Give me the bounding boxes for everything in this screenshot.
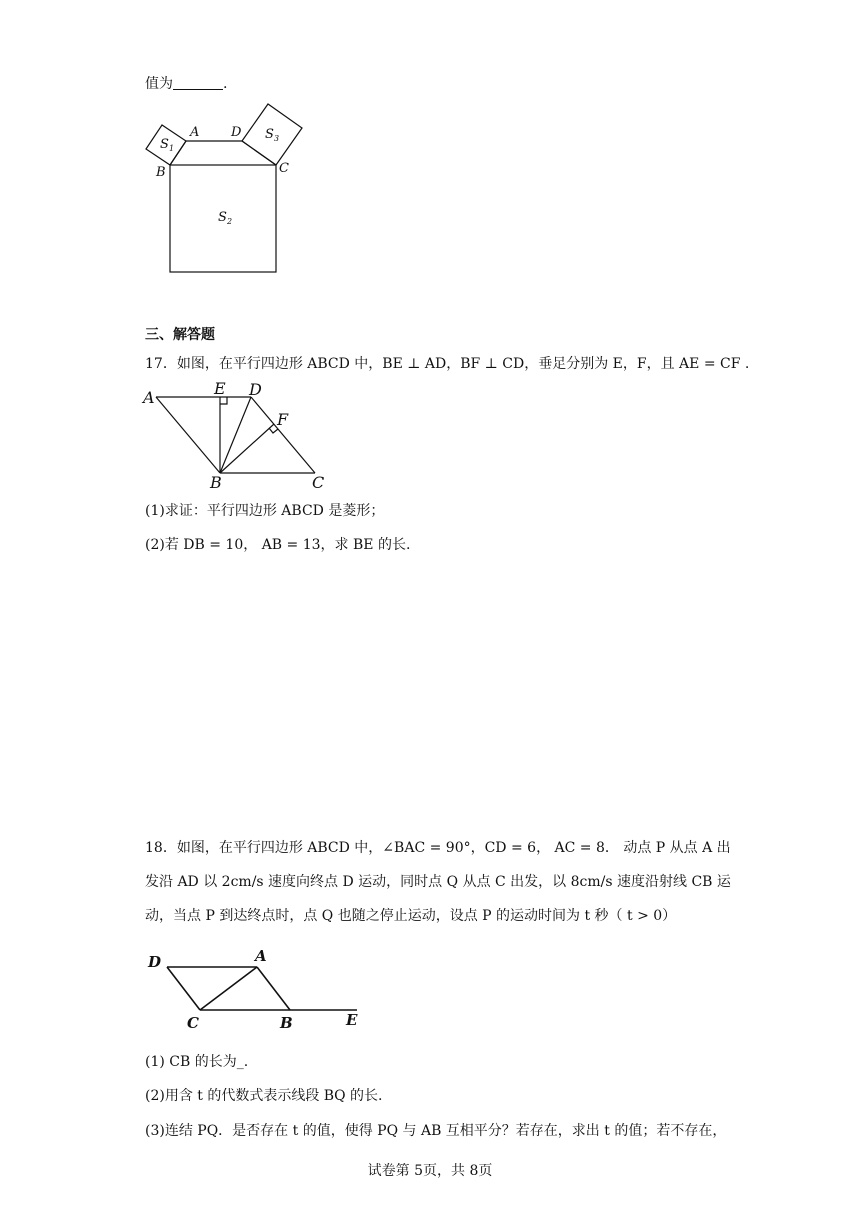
section-heading: 三、解答题 [145,327,215,343]
edge-dc [251,397,315,473]
label-c: C [279,161,289,176]
label-s2: S [218,210,227,225]
label-s1-sub: 1 [169,144,175,153]
q18-part3: (3)连结 PQ．是否存在 t 的值，使得 PQ 与 AB 互相平分？若存在，求出 t 的值；若不存在， [145,1123,727,1139]
label-s3-sub: 3 [274,134,280,143]
q16-tail-end: . [223,76,228,92]
q16-tail-text: 值为 [145,76,173,92]
q16-figure [140,100,310,280]
segment-bd [220,397,251,473]
label-c: C [187,1014,199,1032]
label-d: D [231,125,242,140]
q18-part1: (1) CB 的长为_. [145,1054,249,1070]
right-angle-e [220,397,227,404]
edge-dc [167,967,200,1010]
q18-line3: 动，当点 P 到达终点时，点 Q 也随之停止运动，设点 P 的运动时间为 t 秒（ t > 0） [145,908,677,924]
edge-ab [257,967,290,1010]
label-s3: S [265,127,274,142]
label-s1: S [160,137,169,152]
label-e: E [346,1011,358,1029]
q16-tail-line [145,74,227,94]
q18-part2: (2)用含 t 的代数式表示线段 BQ 的长. [145,1088,383,1104]
q18-line1: 18．如图，在平行四边形 ABCD 中，∠BAC = 90°，CD = 6， AC = 8． 动点 P 从点 A 出 [145,840,731,856]
label-d: D [148,953,162,971]
answer-blank [173,75,223,90]
q18-line2: 发沿 AD 以 2cm/s 速度向终点 D 运动，同时点 Q 从点 C 出发，以 8cm/s 速度沿射线 CB 运 [145,874,731,890]
label-f: F [277,410,289,429]
label-a: A [190,125,200,140]
label-s2-sub: 2 [227,217,233,226]
edge-ab [156,397,220,473]
label-b: B [210,473,222,492]
label-c: C [312,473,325,492]
q17-part2: (2)若 DB = 10， AB = 13，求 BE 的长. [145,537,411,553]
label-e: E [214,379,226,398]
q18-figure [140,945,380,1035]
label-b: B [156,165,166,180]
q17-part1: (1)求证：平行四边形 ABCD 是菱形； [145,503,385,519]
label-a: A [255,947,267,965]
label-a: A [143,388,155,407]
label-d: D [249,380,262,399]
q17-figure [140,380,340,490]
label-b: B [280,1014,293,1032]
page-footer: 试卷第 5页，共 8页 [367,1163,493,1179]
edge-ca [200,967,257,1010]
q17-stem: 17．如图，在平行四边形 ABCD 中，BE ⊥ AD，BF ⊥ CD，垂足分别为 E，F，且 AE = CF . [145,356,750,372]
segment-bf [220,424,274,473]
